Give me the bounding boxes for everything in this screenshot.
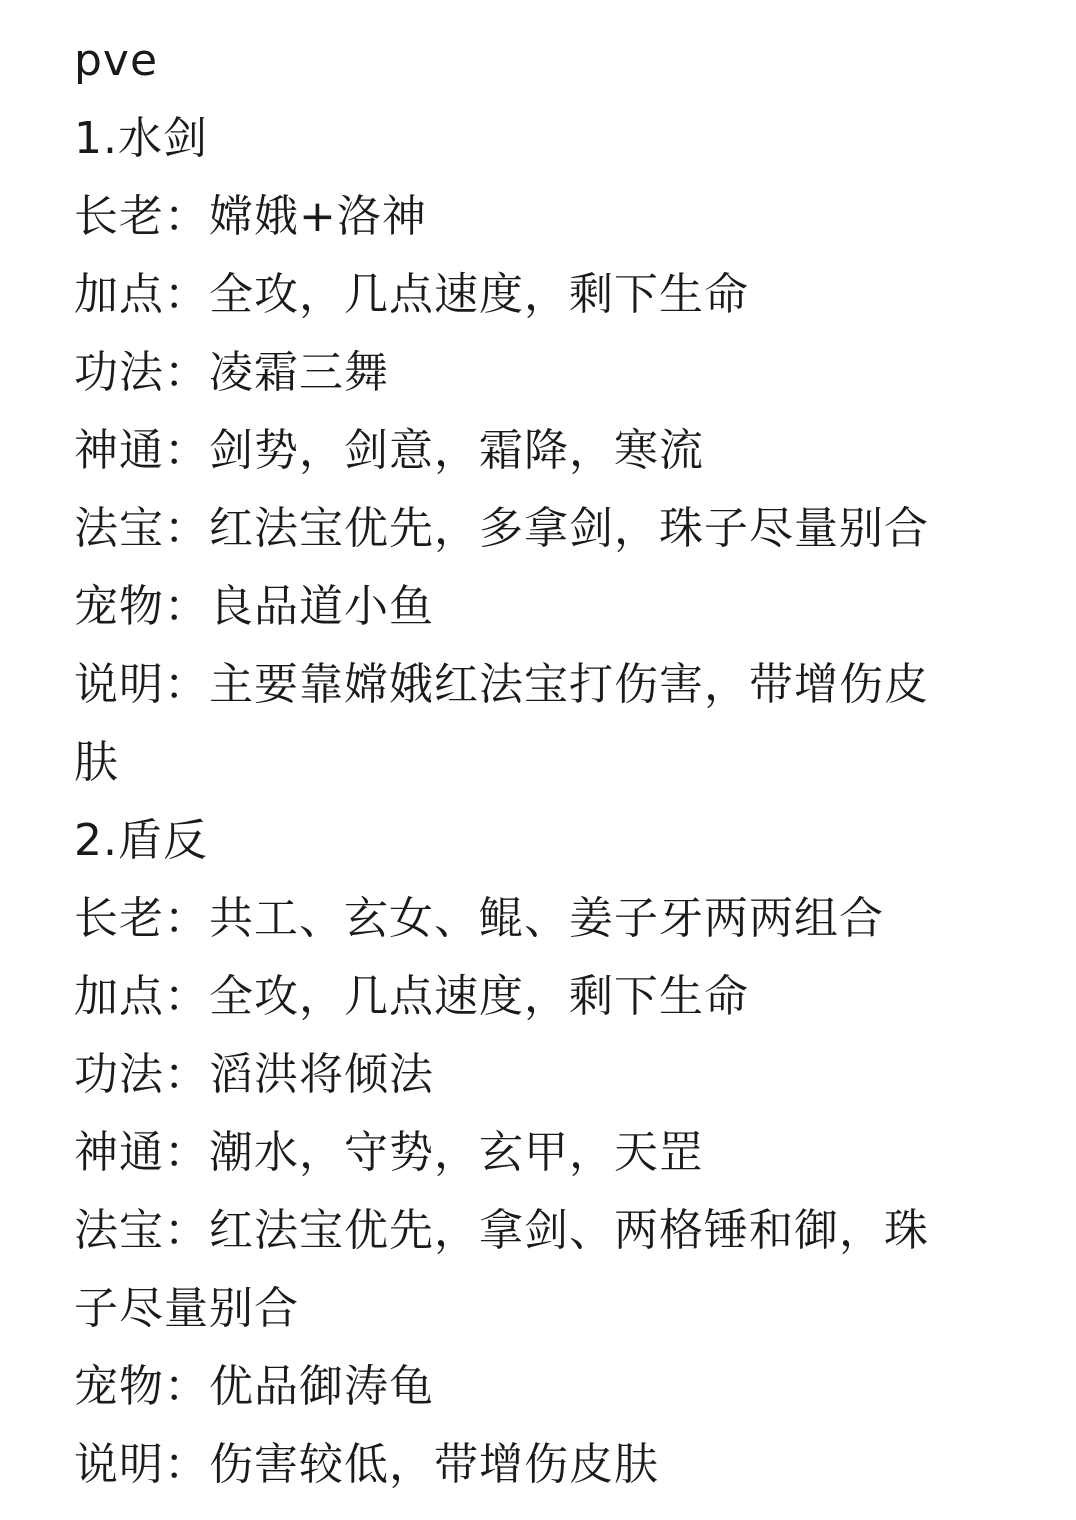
text-line: 神通：剑势，剑意，霜降，寒流 [74,425,704,476]
text-line: 神通：潮水，守势，玄甲，天罡 [74,1127,704,1178]
text-line: 功法：凌霜三舞 [74,347,389,398]
text-line: 长老：嫦娥+洛神 [74,191,427,242]
text-line: 子尽量别合 [74,1283,299,1334]
text-line: 说明：主要靠嫦娥红法宝打伤害，带增伤皮 [74,659,929,710]
section-heading: 1.水剑 [74,113,208,164]
text-line: 长老：共工、玄女、鲲、姜子牙两两组合 [74,893,884,944]
section-heading: 2.盾反 [74,815,208,866]
text-line: 说明：伤害较低，带增伤皮肤 [74,1439,659,1490]
text-line: 法宝：红法宝优先，拿剑、两格锤和御，珠 [74,1205,929,1256]
text-line: 加点：全攻，几点速度，剩下生命 [74,269,749,320]
text-line: 肤 [74,737,119,788]
text-line: 功法：滔洪将倾法 [74,1049,434,1100]
document-body [74,22,1014,1504]
text-line: 宠物：良品道小鱼 [74,581,434,632]
text-line: 法宝：红法宝优先，多拿剑，珠子尽量别合 [74,503,929,554]
document-title: pve [74,35,159,86]
text-line: 加点：全攻，几点速度，剩下生命 [74,971,749,1022]
text-line: 宠物：优品御涛龟 [74,1361,434,1412]
